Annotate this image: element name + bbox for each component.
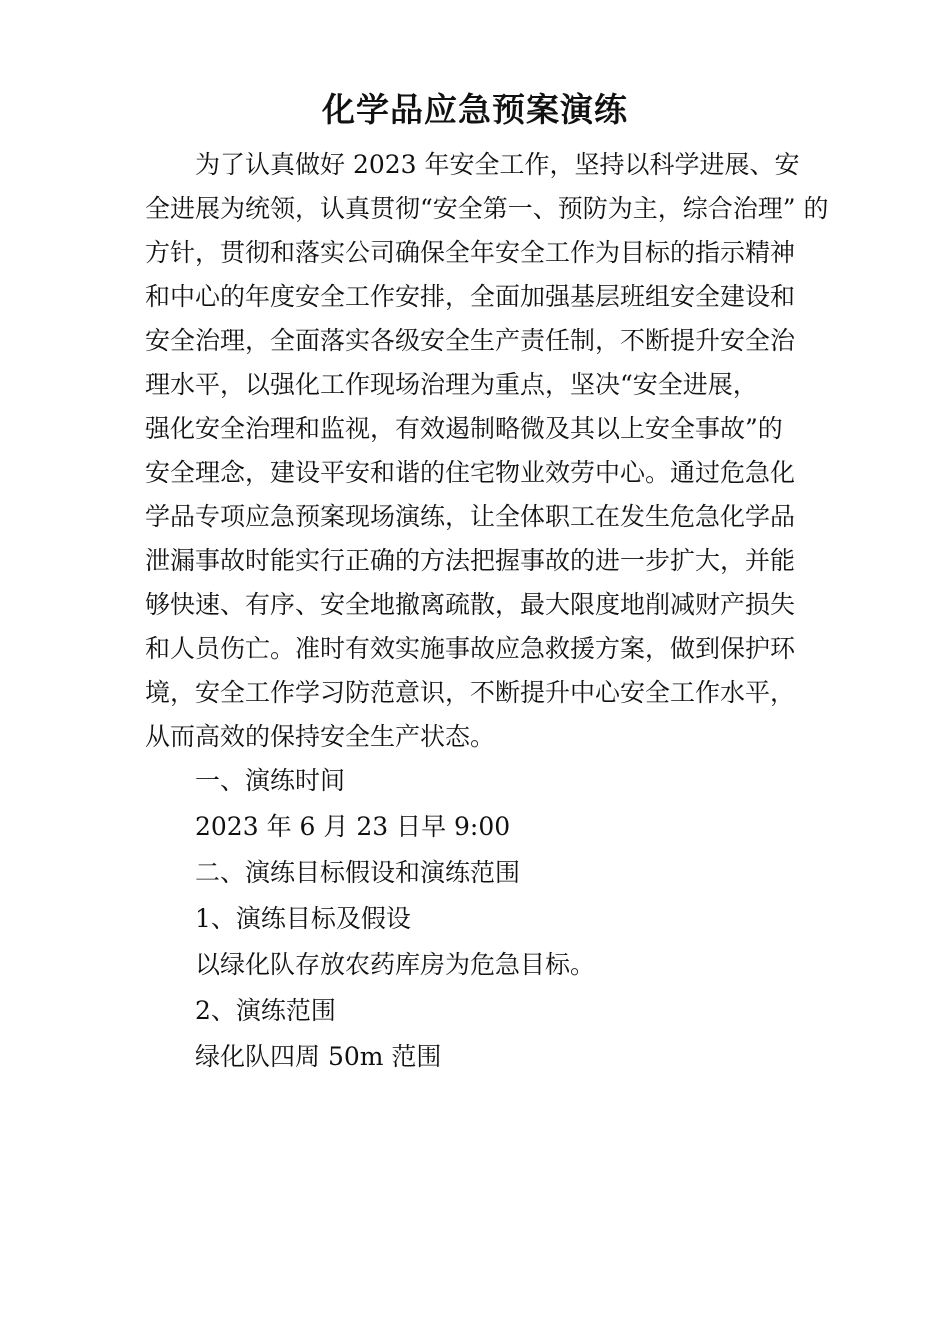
intro-line-11: 够快速、有序、安全地撤离疏散，最大限度地削减财产损失 <box>145 590 796 619</box>
intro-line-14: 从而高效的保持安全生产状态。 <box>145 722 496 751</box>
drill-range-text: 绿化队四周 50m 范围 <box>195 1042 442 1071</box>
intro-line-6: 理水平，以强化工作现场治理为重点，坚决“安全进展， <box>145 370 758 399</box>
subsection-drill-range: 2、演练范围 <box>195 996 336 1025</box>
document-body <box>145 143 829 1081</box>
intro-line-2: 全进展为统领，认真贯彻“安全第一、预防为主，综合治理” 的 <box>145 194 829 223</box>
subsection-target-assumption: 1、演练目标及假设 <box>195 904 411 933</box>
intro-line-12: 和人员伤亡。准时有效实施事故应急救援方案，做到保护环 <box>145 634 796 663</box>
intro-line-13: 境，安全工作学习防范意识，不断提升中心安全工作水平， <box>145 678 796 707</box>
section-heading-drill-target: 二、演练目标假设和演练范围 <box>195 858 521 887</box>
intro-line-3: 方针，贯彻和落实公司确保全年安全工作为目标的指示精神 <box>145 238 796 267</box>
document-sections <box>145 759 817 1081</box>
intro-line-10: 泄漏事故时能实行正确的方法把握事故的进一步扩大，并能 <box>145 546 796 575</box>
drill-time-value: 2023 年 6 月 23 日早 9:00 <box>195 812 511 841</box>
intro-line-8: 安全理念，建设平安和谐的住宅物业效劳中心。通过危急化 <box>145 458 796 487</box>
target-assumption-text: 以绿化队存放农药库房为危急目标。 <box>195 950 596 979</box>
intro-line-9: 学品专项应急预案现场演练，让全体职工在发生危急化学品 <box>145 502 796 531</box>
document-title: 化学品应急预案演练 <box>322 90 628 129</box>
intro-line-1: 为了认真做好 2023 年安全工作，坚持以科学进展、安 <box>195 150 800 179</box>
intro-line-7: 强化安全治理和监视，有效遏制略微及其以上安全事故”的 <box>145 414 783 443</box>
intro-line-5: 安全治理，全面落实各级安全生产责任制，不断提升安全治 <box>145 326 796 355</box>
intro-paragraph <box>145 143 829 759</box>
intro-line-4: 和中心的年度安全工作安排，全面加强基层班组安全建设和 <box>145 282 796 311</box>
section-heading-drill-time: 一、演练时间 <box>195 766 346 795</box>
